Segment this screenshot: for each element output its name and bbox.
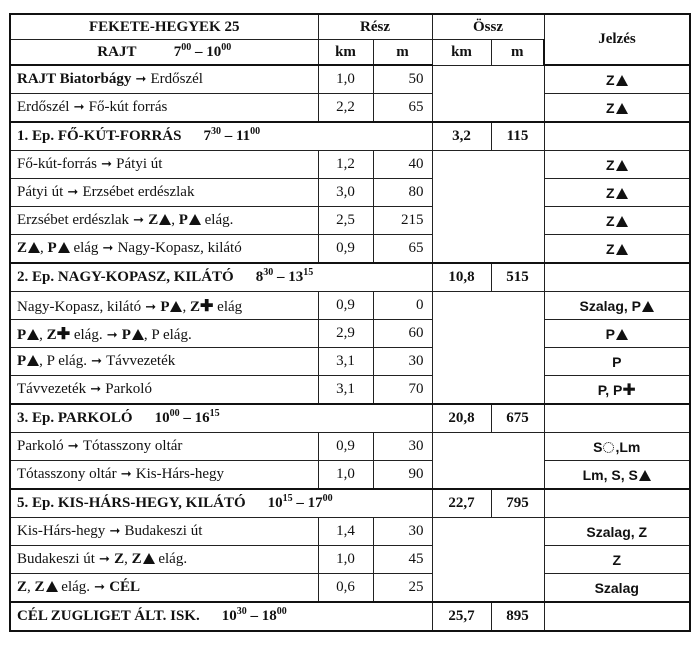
segment-row: [10, 235, 690, 264]
triangle-icon: [616, 329, 628, 340]
stage-row: [10, 602, 690, 631]
to-label: Távvezeték: [106, 353, 176, 369]
segment-km: 1,0: [318, 546, 373, 574]
route-table-sheet: [9, 13, 689, 632]
empty-total-m: [491, 433, 544, 461]
segment-name: [10, 461, 318, 490]
from-label: Pátyi út: [17, 184, 64, 200]
marking-label: Z: [605, 184, 615, 201]
empty-total-km: [432, 94, 491, 123]
marking-label: Z: [605, 212, 615, 229]
to-label: Budakeszi út: [124, 523, 203, 539]
segment-row: [10, 433, 690, 461]
jelzes-header: Jelzés: [544, 14, 690, 65]
empty-total-km: [432, 320, 491, 348]
stage-close-time: $18^{00}$: [261, 606, 287, 624]
start-close-time: $10^{00}$: [206, 41, 232, 60]
marking-cell: [544, 207, 690, 235]
empty-total-m: [491, 376, 544, 405]
marking-cell: [544, 461, 690, 490]
arrow-icon: ➞: [63, 439, 83, 454]
empty-total-m: [491, 207, 544, 235]
total-m: 895: [491, 602, 544, 631]
total-km: 20,8: [432, 404, 491, 433]
stage-open-time: $7^{30}$: [203, 126, 221, 144]
segment-km: 1,0: [318, 461, 373, 490]
segment-m: 45: [373, 546, 432, 574]
marker-z: Z: [189, 298, 200, 315]
to-label: CÉL: [109, 579, 141, 595]
to-label: Erzsébet erdészlak: [82, 184, 195, 200]
marking-label: Z: [605, 156, 615, 173]
empty-total-km: [432, 546, 491, 574]
from-label: RAJT Biatorbágy: [17, 71, 132, 87]
marking-cell: [544, 320, 690, 348]
stage-close-time: $16^{15}$: [194, 408, 220, 426]
segment-km: 0,9: [318, 235, 373, 264]
stage-row: [10, 263, 690, 292]
segment-km: 1,0: [318, 65, 373, 94]
marking-label: P, P: [597, 381, 623, 398]
arrow-icon: ➞: [129, 213, 149, 228]
segment-row: [10, 546, 690, 574]
stage-label: 3. Ep. PARKOLÓ: [17, 410, 133, 426]
segment-name: Nagy-Kopasz, kilátó ➞ P , Z✚ elág: [10, 292, 318, 320]
segment-km: 0,9: [318, 433, 373, 461]
to-label: Nagy-Kopasz, kilátó: [117, 240, 242, 256]
stage-open-time: $10^{00}$: [154, 408, 180, 426]
triangle-icon: [189, 214, 201, 225]
triangle-icon: [616, 75, 628, 86]
marking-s: S: [593, 438, 603, 455]
empty-total-m: [491, 574, 544, 603]
segment-km: 3,1: [318, 376, 373, 405]
empty-total-km: [432, 179, 491, 207]
stage-label: 2. Ep. NAGY-KOPASZ, KILÁTÓ: [17, 269, 234, 285]
segment-name: [10, 348, 318, 376]
segment-name: [10, 518, 318, 546]
empty-total-km: [432, 376, 491, 405]
empty-total-m: [491, 546, 544, 574]
total-km: 22,7: [432, 489, 491, 518]
marking-cell: [544, 179, 690, 207]
empty-total-km: [432, 65, 491, 94]
segment-name: [10, 65, 318, 94]
segment-m: 40: [373, 151, 432, 179]
marker-p: P: [17, 326, 27, 343]
empty-total-km: [432, 461, 491, 490]
marker-p: P: [17, 353, 27, 369]
ossz-m-header: m: [491, 40, 544, 66]
triangle-icon: [28, 242, 40, 253]
from-label: Nagy-Kopasz, kilátó: [17, 298, 142, 315]
arrow-icon: ➞: [63, 185, 83, 200]
segment-row: [10, 348, 690, 376]
total-m: 795: [491, 489, 544, 518]
empty-total-km: [432, 235, 491, 264]
from-label: Erzsébet erdészlak: [17, 212, 130, 228]
marking-cell: [544, 518, 690, 546]
marking-lm: ,Lm: [615, 438, 641, 455]
stage-close-time: $11^{00}$: [235, 126, 261, 144]
to-label: Tótasszony oltár: [82, 438, 183, 454]
segment-row: [10, 65, 690, 94]
marking-cell: [544, 292, 690, 320]
segment-row: [10, 94, 690, 123]
stage-open-time: $8^{30}$: [255, 267, 274, 285]
segment-m: 30: [373, 433, 432, 461]
arrow-icon: ➞: [102, 327, 122, 343]
stage-row: [10, 122, 690, 151]
segment-km: 2,2: [318, 94, 373, 123]
to-label: Erdőszél: [150, 71, 203, 87]
stage-name: 1. Ep. FŐ-KÚT-FORRÁS $7^{30} - 11^{00}$: [10, 122, 432, 151]
from-label: Erdőszél: [17, 99, 70, 115]
ossz-header: Össz: [432, 14, 544, 40]
segment-m: 90: [373, 461, 432, 490]
arrow-icon: ➞: [90, 580, 110, 595]
segment-km: 2,9: [318, 320, 373, 348]
cross-icon: ✚: [622, 381, 636, 399]
triangle-icon: [27, 355, 39, 366]
from-tail: , P elág.: [39, 353, 87, 369]
table-title: FEKETE-HEGYEK 25: [10, 14, 318, 40]
segment-m: 25: [373, 574, 432, 603]
total-m: 515: [491, 263, 544, 292]
total-m: 115: [491, 122, 544, 151]
marking-cell: [544, 376, 690, 405]
stage-open-time: $10^{15}$: [267, 493, 293, 511]
stage-name: 2. Ep. NAGY-KOPASZ, KILÁTÓ $8^{30} - 13^{15}$: [10, 263, 432, 292]
segment-name: [10, 179, 318, 207]
empty-total-km: [432, 518, 491, 546]
marker-p: P: [160, 298, 170, 315]
empty-total-km: [432, 574, 491, 603]
segment-row: [10, 574, 690, 603]
empty-total-m: [491, 518, 544, 546]
marking-cell: [544, 235, 690, 264]
to-tail: , P elág.: [143, 326, 192, 343]
total-km: 10,8: [432, 263, 491, 292]
segment-row: [10, 151, 690, 179]
marking-cell: [544, 122, 690, 151]
marking-cell: [544, 151, 690, 179]
empty-total-m: [491, 179, 544, 207]
segment-row: [10, 461, 690, 490]
stage-close-time: $13^{15}$: [288, 267, 314, 285]
triangle-icon: [27, 329, 39, 340]
arrow-icon: ➞: [86, 354, 107, 369]
triangle-icon: [58, 242, 70, 253]
marker-z: Z: [17, 579, 28, 595]
to-tail: elág.: [200, 212, 234, 228]
empty-total-m: [491, 151, 544, 179]
segment-km: 2,5: [318, 207, 373, 235]
triangle-icon: [639, 470, 651, 481]
arrow-icon: ➞: [86, 382, 106, 397]
segment-km: 0,9: [318, 292, 373, 320]
triangle-icon: [642, 301, 654, 312]
empty-total-km: [432, 348, 491, 376]
marking-label: Szalag, Z: [586, 523, 648, 540]
segment-m: 60: [373, 320, 432, 348]
segment-name: [10, 376, 318, 405]
empty-total-km: [432, 292, 491, 320]
from-tail: elág.: [70, 326, 103, 343]
empty-total-m: [491, 461, 544, 490]
segment-name: Z, Z elág. ➞ CÉL: [10, 574, 318, 603]
segment-km: 1,4: [318, 518, 373, 546]
segment-m: 215: [373, 207, 432, 235]
marker-z: Z: [131, 551, 142, 567]
segment-m: 65: [373, 235, 432, 264]
marking-label: Z: [605, 240, 615, 257]
empty-total-m: [491, 65, 544, 94]
marking-cell: [544, 433, 690, 461]
marking-cell: [544, 602, 690, 631]
arrow-icon: ➞: [96, 157, 117, 172]
triangle-icon: [616, 188, 628, 199]
empty-total-km: [432, 151, 491, 179]
arrow-icon: ➞: [141, 299, 161, 315]
to-label: Pátyi út: [116, 156, 163, 172]
segment-name: [10, 433, 318, 461]
segment-m: 70: [373, 376, 432, 405]
from-label: Tótasszony oltár: [17, 466, 117, 482]
segment-name: Budakeszi út ➞ Z, Z elág.: [10, 546, 318, 574]
segment-name: Z , P elág ➞ Nagy-Kopasz, kilátó: [10, 235, 318, 264]
from-label: Fő-kút-forrás: [17, 156, 97, 172]
from-tail: elág.: [57, 579, 91, 595]
marking-label: Szalag, P: [579, 297, 641, 314]
from-label: Parkoló: [17, 438, 64, 454]
marking-cell: [544, 94, 690, 123]
segment-m: 65: [373, 94, 432, 123]
to-label: Parkoló: [105, 381, 152, 397]
marking-label: Szalag: [594, 579, 639, 596]
empty-total-m: [491, 348, 544, 376]
stage-row: [10, 404, 690, 433]
triangle-icon: [143, 553, 155, 564]
empty-total-km: [432, 207, 491, 235]
marking-cell: [544, 546, 690, 574]
marker-z: Z: [148, 212, 159, 228]
cross-icon: ✚: [56, 325, 71, 343]
marker-z: Z: [114, 551, 125, 567]
from-tail: elág: [69, 240, 99, 256]
segment-m: 0: [373, 292, 432, 320]
resz-m-header: m: [373, 40, 432, 66]
total-m: 675: [491, 404, 544, 433]
stage-close-time: $17^{00}$: [307, 493, 333, 511]
segment-km: 3,1: [318, 348, 373, 376]
empty-total-km: [432, 433, 491, 461]
segment-name: [10, 151, 318, 179]
segment-km: 3,0: [318, 179, 373, 207]
from-label: Budakeszi út: [17, 551, 95, 567]
triangle-icon: [616, 103, 628, 114]
segment-name: [10, 94, 318, 123]
marker-z: Z: [46, 326, 57, 343]
dotted-circle-icon: [603, 442, 614, 453]
segment-km: 1,2: [318, 151, 373, 179]
empty-total-m: [491, 235, 544, 264]
marking-cell: [544, 489, 690, 518]
marking-label: Z: [605, 99, 615, 116]
start-time-header: RAJT $7^{00} - 10^{00}$: [10, 40, 318, 66]
segment-name: P , Z✚ elág. ➞ P , P elág.: [10, 320, 318, 348]
arrow-icon: ➞: [105, 524, 125, 539]
triangle-icon: [616, 160, 628, 171]
segment-m: 30: [373, 518, 432, 546]
segment-m: 30: [373, 348, 432, 376]
arrow-icon: ➞: [94, 552, 115, 567]
marker-p: P: [121, 326, 131, 343]
triangle-icon: [132, 329, 144, 340]
segment-row: [10, 207, 690, 235]
segment-row: [10, 320, 690, 348]
marking-cell: [544, 574, 690, 603]
table-body: [10, 65, 690, 631]
empty-total-m: [491, 320, 544, 348]
marking-cell: [544, 263, 690, 292]
route-table: [9, 13, 691, 632]
start-label: RAJT: [97, 43, 137, 60]
arrow-icon: ➞: [131, 72, 151, 87]
marker-z: Z: [17, 240, 28, 256]
start-open-time: $7^{00}$: [173, 41, 192, 60]
segment-m: 50: [373, 65, 432, 94]
marking-cell: [544, 65, 690, 94]
triangle-icon: [46, 581, 58, 592]
segment-row: [10, 292, 690, 320]
segment-name: Erzsébet erdészlak ➞ Z , P elág.: [10, 207, 318, 235]
arrow-icon: ➞: [69, 100, 89, 115]
segment-m: 80: [373, 179, 432, 207]
to-tail: elág: [213, 298, 243, 315]
cross-icon: ✚: [200, 297, 214, 315]
header-row-1: [10, 14, 690, 40]
resz-header: Rész: [318, 14, 432, 40]
marking-cell: [544, 404, 690, 433]
marker-p: P: [178, 212, 188, 228]
triangle-icon: [616, 216, 628, 227]
marking-label: Z: [605, 71, 615, 88]
stage-label: CÉL ZUGLIGET ÁLT. ISK.: [17, 608, 200, 624]
arrow-icon: ➞: [98, 241, 118, 256]
stage-name: CÉL ZUGLIGET ÁLT. ISK. $10^{30} - 18^{00}$: [10, 602, 432, 631]
segment-km: 0,6: [318, 574, 373, 603]
total-km: 3,2: [432, 122, 491, 151]
stage-name: 5. Ep. KIS-HÁRS-HEGY, KILÁTÓ $10^{15} - 17^{00}$: [10, 489, 432, 518]
from-label: Kis-Hárs-hegy: [17, 523, 106, 539]
ossz-km-header: km: [432, 40, 491, 66]
triangle-icon: [616, 244, 628, 255]
stage-name: 3. Ep. PARKOLÓ $10^{00} - 16^{15}$: [10, 404, 432, 433]
empty-total-m: [491, 94, 544, 123]
stage-open-time: $10^{30}$: [221, 606, 247, 624]
marking-label: P: [612, 353, 622, 370]
to-tail: elág.: [154, 551, 188, 567]
arrow-icon: ➞: [116, 467, 136, 482]
triangle-icon: [159, 214, 171, 225]
from-label: Távvezeték: [17, 381, 87, 397]
empty-total-m: [491, 292, 544, 320]
stage-label: 5. Ep. KIS-HÁRS-HEGY, KILÁTÓ: [17, 495, 246, 511]
segment-row: [10, 518, 690, 546]
to-label: Kis-Hárs-hegy: [135, 466, 225, 482]
to-label: Fő-kút forrás: [88, 99, 168, 115]
marking-label: Lm, S, S: [582, 466, 638, 483]
marking-cell: [544, 348, 690, 376]
stage-row: [10, 489, 690, 518]
total-km: 25,7: [432, 602, 491, 631]
marker-z: Z: [34, 579, 45, 595]
marking-label: P: [605, 325, 615, 342]
resz-km-header: km: [318, 40, 373, 66]
segment-row: [10, 179, 690, 207]
marker-p: P: [47, 240, 57, 256]
triangle-icon: [170, 301, 182, 312]
stage-label: 1. Ep. FŐ-KÚT-FORRÁS: [17, 128, 182, 144]
segment-row: [10, 376, 690, 405]
marking-label: Z: [612, 551, 622, 568]
